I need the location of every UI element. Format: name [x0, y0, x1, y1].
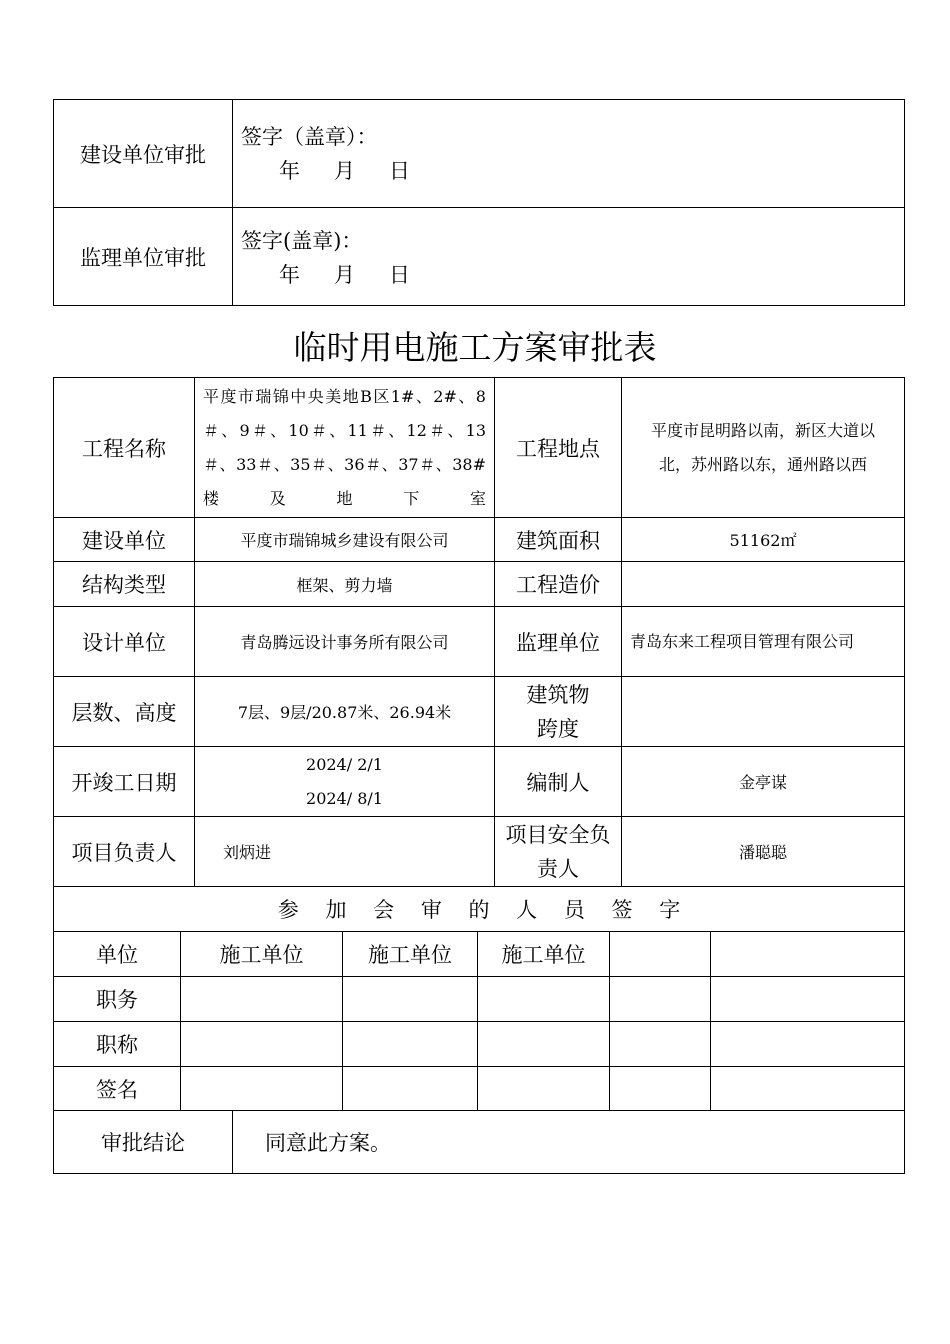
start-date: 2024/ 2/1: [306, 754, 383, 774]
review-signature-grid: [53, 931, 905, 1111]
position-cell[interactable]: [181, 977, 343, 1022]
row-label-position: 职务: [54, 977, 181, 1022]
page-title: 临时用电施工方案审批表: [293, 328, 657, 367]
unit-cell-5[interactable]: [711, 932, 905, 977]
date-year: 年: [279, 263, 300, 287]
project-name-label: 工程名称: [54, 378, 195, 518]
title-cell[interactable]: [181, 1022, 343, 1067]
span-label: 建筑物跨度: [495, 677, 622, 747]
project-name-value: 平度市瑞锦中央美地B区1#、2#、8＃、9＃、10＃、11＃、12＃、13＃、33＃、35＃、36＃、37＃、38#楼及地下室: [195, 378, 495, 518]
signature-cell[interactable]: [343, 1067, 478, 1111]
structure-value: 框架、剪力墙: [195, 562, 495, 607]
floors-label: 层数、高度: [54, 677, 195, 747]
builder-sign-text: 签字（盖章）：: [241, 125, 378, 149]
supervisor-value: 青岛东来工程项目管理有限公司: [622, 607, 905, 677]
manager-label: 项目负责人: [54, 817, 195, 887]
row-label-unit: 单位: [54, 932, 181, 977]
designer-label: 设计单位: [54, 607, 195, 677]
builder-label: 建设单位: [54, 518, 195, 562]
dates-value: [195, 747, 495, 817]
supervisor-label: 监理单位: [495, 607, 622, 677]
end-date: 2024/ 8/1: [306, 788, 383, 808]
manager-value: 刘炳进: [195, 817, 495, 887]
builder-approval-label: 建设单位审批: [54, 100, 233, 208]
supervisor-sign-text: 签字(盖章)：: [241, 229, 363, 253]
date-month: 月: [334, 263, 355, 287]
title-cell[interactable]: [711, 1022, 905, 1067]
safety-label: 项目安全负责人: [495, 817, 622, 887]
position-cell[interactable]: [610, 977, 711, 1022]
supervisor-approval-label: 监理单位审批: [54, 208, 233, 306]
conclusion-label: 审批结论: [54, 1111, 233, 1174]
span-value: [622, 677, 905, 747]
compiler-label: 编制人: [495, 747, 622, 817]
title-cell[interactable]: [610, 1022, 711, 1067]
position-cell[interactable]: [478, 977, 610, 1022]
safety-value: 潘聪聪: [622, 817, 905, 887]
conclusion-value: 同意此方案。: [233, 1111, 905, 1174]
title-cell[interactable]: [343, 1022, 478, 1067]
floors-value: 7层、9层/20.87米、26.94米: [195, 677, 495, 747]
title-cell[interactable]: [478, 1022, 610, 1067]
signature-cell[interactable]: [711, 1067, 905, 1111]
review-heading: 参 加 会 审 的 人 员 签 字: [54, 887, 905, 932]
signature-cell[interactable]: [181, 1067, 343, 1111]
builder-approval-sign-cell[interactable]: [233, 100, 905, 208]
supervisor-approval-sign-cell[interactable]: [233, 208, 905, 306]
row-label-title: 职称: [54, 1022, 181, 1067]
date-year: 年: [279, 159, 300, 183]
cost-label: 工程造价: [495, 562, 622, 607]
position-cell[interactable]: [343, 977, 478, 1022]
signature-cell[interactable]: [478, 1067, 610, 1111]
structure-label: 结构类型: [54, 562, 195, 607]
cost-value: [622, 562, 905, 607]
date-day: 日: [389, 263, 410, 287]
date-month: 月: [334, 159, 355, 183]
builder-value: 平度市瑞锦城乡建设有限公司: [195, 518, 495, 562]
compiler-value: 金亭谋: [622, 747, 905, 817]
project-location-label: 工程地点: [495, 378, 622, 518]
dates-label: 开竣工日期: [54, 747, 195, 817]
project-info-table: [53, 377, 905, 932]
unit-cell-3: 施工单位: [478, 932, 610, 977]
area-label: 建筑面积: [495, 518, 622, 562]
date-day: 日: [389, 159, 410, 183]
project-location-value: 平度市昆明路以南，新区大道以北，苏州路以东，通州路以西: [622, 378, 905, 518]
area-value: 51162㎡: [622, 518, 905, 562]
unit-cell-1: 施工单位: [181, 932, 343, 977]
unit-cell-2: 施工单位: [343, 932, 478, 977]
unit-cell-4[interactable]: [610, 932, 711, 977]
builder-approval-date: [241, 154, 904, 188]
supervisor-approval-date: [241, 258, 904, 292]
signature-cell[interactable]: [610, 1067, 711, 1111]
designer-value: 青岛腾远设计事务所有限公司: [195, 607, 495, 677]
conclusion-table: [53, 1110, 905, 1174]
top-approval-table: [53, 99, 905, 306]
position-cell[interactable]: [711, 977, 905, 1022]
row-label-signature: 签名: [54, 1067, 181, 1111]
